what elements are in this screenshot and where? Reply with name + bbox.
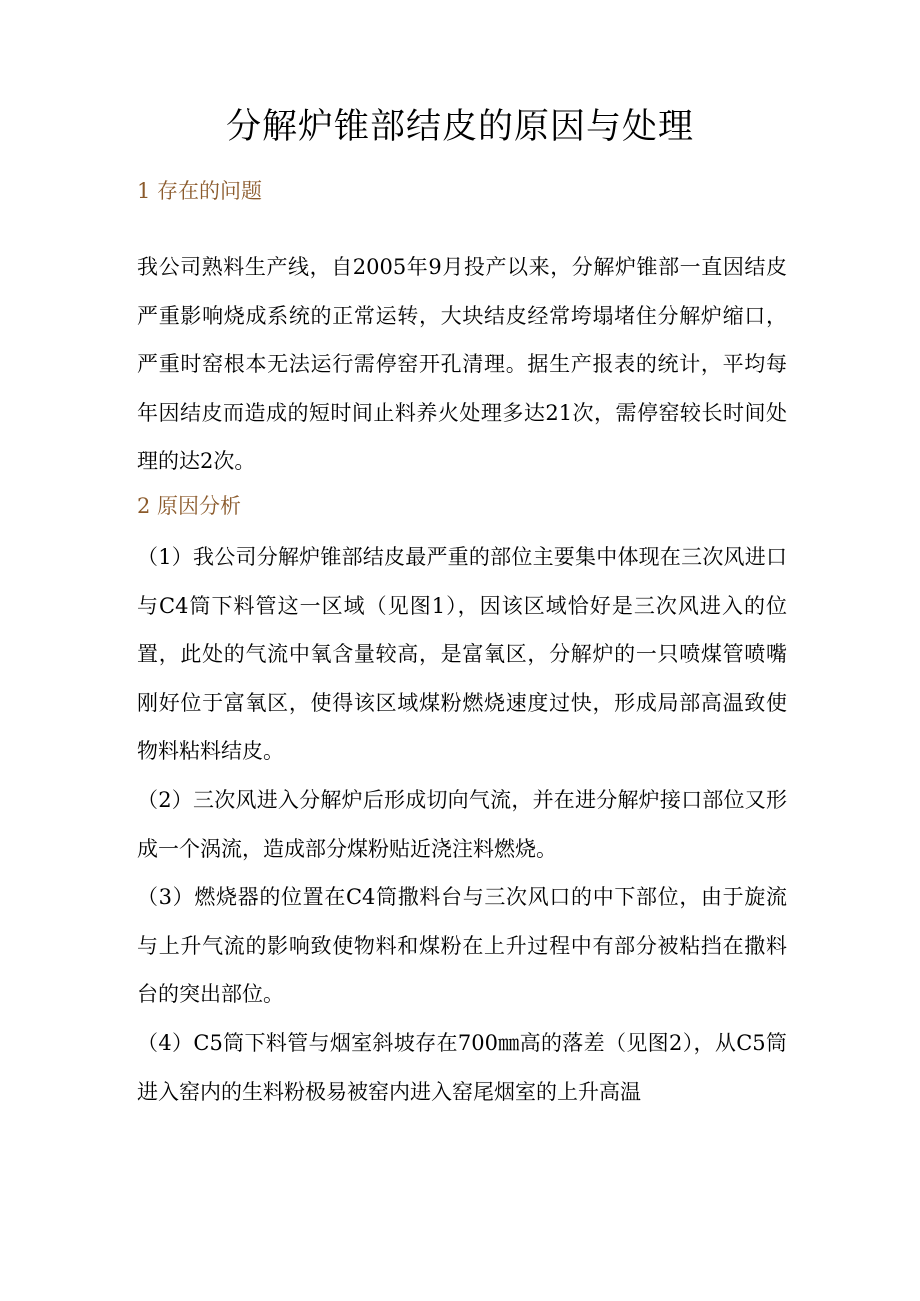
section-heading-problem: 1 存在的问题	[137, 179, 263, 203]
paragraph-cause-2: （2）三次风进入分解炉后形成切向气流，并在进分解炉接口部位又形成一个涡流，造成部分煤粉贴近浇注料燃烧。	[137, 788, 787, 861]
document-title: 分解炉锥部结皮的原因与处理	[225, 107, 694, 147]
paragraph-cause-4: （4）C5筒下料管与烟室斜坡存在700㎜高的落差（见图2），从C5筒进入窑内的生料粉极易被窑内进入窑尾烟室的上升高温	[137, 1031, 787, 1104]
section-heading-cause-analysis: 2 原因分析	[137, 494, 242, 518]
paragraph-cause-1: （1）我公司分解炉锥部结皮最严重的部位主要集中体现在三次风进口与C4筒下料管这一区域（见图1），因该区域恰好是三次风进入的位置，此处的气流中氧含量较高，是富氧区，分解炉的一只喷煤管喷嘴刚好位于富氧区，使得该区域煤粉燃烧速度过快，形成局部高温致使物料粘料结皮。	[137, 545, 787, 763]
paragraph-cause-3: （3）燃烧器的位置在C4筒撒料台与三次风口的中下部位，由于旋流与上升气流的影响致使物料和煤粉在上升过程中有部分被粘挡在撒料台的突出部位。	[137, 885, 787, 1006]
paragraph-problem: 我公司熟料生产线，自2005年9月投产以来，分解炉锥部一直因结皮严重影响烧成系统的正常运转，大块结皮经常垮塌堵住分解炉缩口，严重时窑根本无法运行需停窑开孔清理。据生产报表的统计，平均每年因结皮而造成的短时间止料养火处理多达21次，需停窑较长时间处理的达2次。	[137, 255, 787, 473]
